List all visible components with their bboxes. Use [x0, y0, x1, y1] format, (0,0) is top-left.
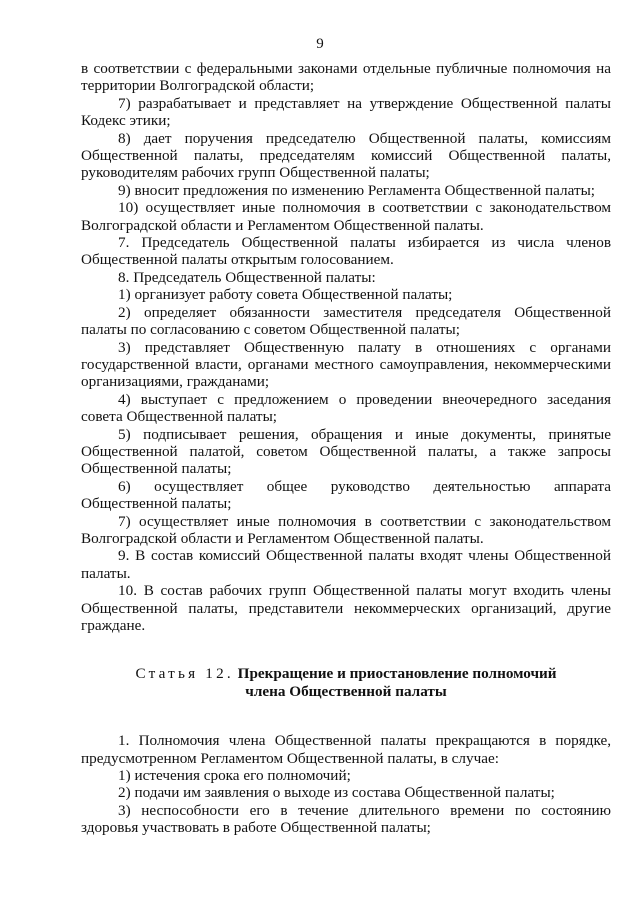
paragraph: 10) осуществляет иные полномочия в соответствии с законодательством Волгоградской области и Регламентом Общественной палаты. — [81, 199, 611, 234]
document-body — [81, 60, 611, 837]
paragraph: 5) подписывает решения, обращения и иные документы, принятые Общественной палатой, советом Общественной палаты, а также запросы Общественной палаты; — [81, 425, 611, 478]
paragraph: 3) неспособности его в течение длительного времени по состоянию здоровья участвовать в работе Общественной палаты; — [81, 801, 611, 837]
paragraph: 7) осуществляет иные полномочия в соответствии с законодательством Волгоградской области и Регламентом Общественной палаты. — [81, 512, 611, 547]
article-title-line-1: Прекращение и приостановление полномочий — [237, 665, 557, 683]
article-heading — [81, 665, 611, 700]
article-title-line-2: члена Общественной палаты — [245, 682, 447, 700]
paragraph: 9) вносит предложения по изменению Регламента Общественной палаты; — [118, 181, 596, 199]
paragraph: 8. Председатель Общественной палаты: — [118, 268, 376, 286]
paragraph: 4) выступает с предложением о проведении внеочередного заседания совета Общественной палаты; — [81, 390, 611, 426]
paragraph: 8) дает поручения председателю Общественной палаты, комиссиям Общественной палаты, председателям комиссий Общественной палаты, руководителям рабочих групп Общественной палаты; — [81, 129, 611, 182]
paragraph: 3) представляет Общественную палату в отношениях с органами государственной власти, органами местного самоуправления, некоммерческими организациями, гражданами; — [81, 338, 611, 391]
paragraph: 10. В состав рабочих групп Общественной палаты могут входить члены Общественной палаты, представители некоммерческих организаций, другие граждане. — [81, 582, 611, 634]
paragraph: в соответствии с федеральными законами отдельные публичные полномочия на территории Волгоградской области; — [81, 60, 611, 95]
page-number: 9 — [316, 36, 324, 52]
paragraph: 1) организует работу совета Общественной палаты; — [118, 286, 453, 304]
paragraph: 1. Полномочия члена Общественной палаты прекращаются в порядке, предусмотренном Регламентом Общественной палаты, в случае: — [81, 732, 611, 767]
paragraph: 1) истечения срока его полномочий; — [118, 767, 351, 785]
article-label: Статья 12. — [135, 665, 234, 683]
paragraph: 7) разрабатывает и представляет на утверждение Общественной палаты Кодекс этики; — [81, 94, 611, 130]
paragraph: 6) осуществляет общее руководство деятельностью аппарата Общественной палаты; — [81, 477, 611, 513]
paragraph: 2) подачи им заявления о выходе из состава Общественной палаты; — [118, 784, 555, 802]
paragraph: 9. В состав комиссий Общественной палаты входят члены Общественной палаты. — [81, 547, 611, 582]
paragraph: 2) определяет обязанности заместителя председателя Общественной палаты по согласованию с советом Общественной палаты; — [81, 303, 611, 339]
paragraph: 7. Председатель Общественной палаты избирается из числа членов Общественной палаты открытым голосованием. — [81, 234, 611, 269]
